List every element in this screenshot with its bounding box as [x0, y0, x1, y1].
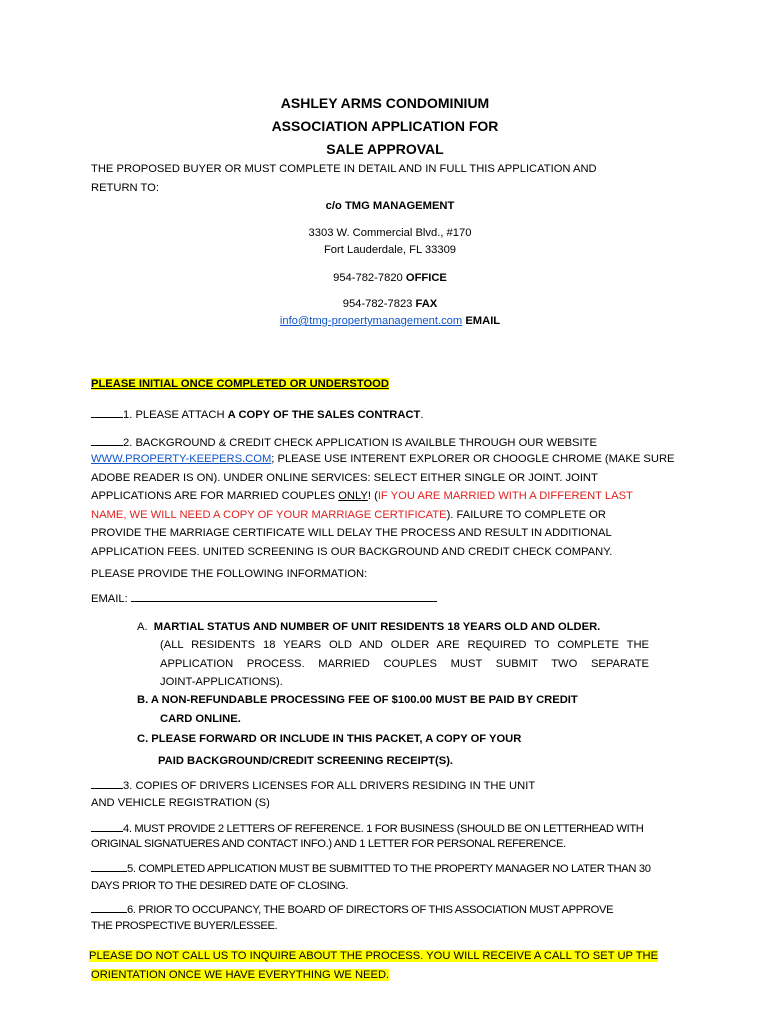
document-title-line-3: SALE APPROVAL [326, 141, 444, 157]
email-field-row [91, 590, 437, 607]
website-link[interactable]: WWW.PROPERTY-KEEPERS.COM [91, 453, 272, 465]
sub-item-a-bold: MARTIAL STATUS AND NUMBER OF UNIT RESIDENTS 18 YEARS OLD AND OLDER. [153, 621, 601, 633]
item-2-only: ONLY [338, 490, 368, 502]
address-line-1: 3303 W. Commercial Blvd., #170 [308, 227, 472, 239]
sub-item-b-line-2: CARD ONLINE. [160, 713, 241, 725]
sub-item-c-line-2: PAID BACKGROUND/CREDIT SCREENING RECEIPT(S). [158, 755, 454, 767]
item-2-line-5 [91, 508, 606, 523]
item-3-line-2: AND VEHICLE REGISTRATION (S) [91, 797, 270, 809]
item-2-line-5-b: ). FAILURE TO COMPLETE OR [446, 509, 606, 521]
item-2-line-4-b: ! ( [367, 490, 378, 502]
item-6-line-1-text: 6. PRIOR TO OCCUPANCY, THE BOARD OF DIRECTORS OF THIS ASSOCIATION MUST APPROVE [127, 904, 614, 916]
item-2-line-2 [91, 452, 675, 467]
sub-item-a-line-3 [160, 657, 649, 672]
intro-line-2: RETURN TO: [91, 182, 159, 194]
item-1-bold: A COPY OF THE SALES CONTRACT [227, 409, 421, 421]
item-6-line-1 [91, 901, 613, 918]
fax-number-line [0, 297, 770, 312]
item-2-line-4-a: APPLICATIONS ARE FOR MARRIED COUPLES [91, 490, 339, 502]
email-field-label: EMAIL: [91, 593, 128, 605]
sub-item-a-line-2 [160, 638, 649, 653]
email-label: EMAIL [465, 315, 501, 327]
sub-item-a-letter: A. [137, 621, 148, 633]
initial-blank-2[interactable] [91, 434, 123, 446]
email-field[interactable] [131, 590, 437, 602]
item-2-line-4 [91, 489, 633, 504]
notice-line-2 [91, 968, 389, 983]
item-2-line-1-text: 2. BACKGROUND & CREDIT CHECK APPLICATION IS AVAILBLE THROUGH OUR WEBSITE [123, 437, 597, 449]
item-3-line-1-text: 3. COPIES OF DRIVERS LICENSES FOR ALL DRIVERS RESIDING IN THE UNIT [123, 780, 536, 792]
instructions-heading-text: PLEASE INITIAL ONCE COMPLETED OR UNDERSTOOD [91, 378, 389, 390]
office-phone-label: OFFICE [405, 272, 447, 284]
initial-blank-4[interactable] [91, 820, 123, 832]
initial-blank-6[interactable] [91, 901, 127, 913]
notice-line-2-text: ORIENTATION ONCE WE HAVE EVERYTHING WE NEED. [91, 969, 390, 981]
instructions-heading [91, 377, 389, 392]
initial-blank-1[interactable] [91, 406, 123, 418]
item-5-line-1 [91, 860, 651, 877]
notice-line-1 [89, 949, 658, 964]
office-phone [0, 271, 770, 286]
notice-line-1-text: PLEASE DO NOT CALL US TO INQUIRE ABOUT THE PROCESS. YOU WILL RECEIVE A CALL TO SET UP THE [89, 950, 659, 962]
item-2-line-3: ADOBE READER IS ON). UNDER ONLINE SERVICES: SELECT EITHER SINGLE OR JOINT. JOINT [91, 472, 598, 484]
office-phone-number: 954-782-7820 [333, 272, 403, 284]
email-link[interactable]: info@tmg-propertymanagement.com [279, 315, 463, 327]
item-2-line-2-text: ; PLEASE USE INTERENT EXPLORER OR CHOOGLE CHROME (MAKE SURE [271, 453, 675, 465]
sub-item-a-line-2-text: (ALL RESIDENTS 18 YEARS OLD AND OLDER ARE REQUIRED TO COMPLETE THE [160, 639, 649, 651]
item-1 [91, 406, 423, 423]
item-4-line-1-text: 4. MUST PROVIDE 2 LETTERS OF REFERENCE. 1 FOR BUSINESS (SHOULD BE ON LETTERHEAD WITH [123, 823, 644, 835]
item-4-line-1 [91, 820, 644, 837]
item-5-line-1-text: 5. COMPLETED APPLICATION MUST BE SUBMITTED TO THE PROPERTY MANAGER NO LATER THAN 30 [127, 863, 651, 875]
item-4-line-2: ORIGINAL SIGNATUERES AND CONTACT INFO.) AND 1 LETTER FOR PERSONAL REFERENCE. [91, 838, 566, 850]
sub-item-b-line-1: B. A NON-REFUNDABLE PROCESSING FEE OF $100.00 MUST BE PAID BY CREDIT [137, 694, 578, 706]
item-1-text: 1. PLEASE ATTACH [123, 409, 228, 421]
sub-item-a-line-4: JOINT-APPLICATIONS). [160, 676, 283, 688]
initial-blank-5[interactable] [91, 860, 127, 872]
management-company: c/o TMG MANAGEMENT [325, 200, 455, 212]
item-2-line-7: APPLICATION FEES. UNITED SCREENING IS OUR BACKGROUND AND CREDIT CHECK COMPANY. [91, 546, 613, 558]
provide-info-line: PLEASE PROVIDE THE FOLLOWING INFORMATION: [91, 568, 368, 580]
document-title-line-2: ASSOCIATION APPLICATION FOR [271, 118, 499, 134]
item-1-end: . [420, 409, 424, 421]
sub-item-c-line-1: C. PLEASE FORWARD OR INCLUDE IN THIS PACKET, A COPY OF YOUR [137, 733, 522, 745]
item-5-line-2: DAYS PRIOR TO THE DESIRED DATE OF CLOSING. [91, 880, 349, 892]
item-2-line-6: PROVIDE THE MARRIAGE CERTIFICATE WILL DELAY THE PROCESS AND RESULT IN ADDITIONAL [91, 527, 612, 539]
initial-blank-3[interactable] [91, 777, 123, 789]
sub-item-a-line-3-text: APPLICATION PROCESS. MARRIED COUPLES MUST SUBMIT TWO SEPARATE [160, 658, 649, 670]
sub-item-a-line-1 [137, 620, 600, 635]
document-title-line-1: ASHLEY ARMS CONDOMINIUM [280, 95, 490, 111]
item-6-line-2: THE PROSPECTIVE BUYER/LESSEE. [91, 920, 278, 932]
item-2-red-warning-1: IF YOU ARE MARRIED WITH A DIFFERENT LAST [377, 490, 633, 502]
item-3-line-1 [91, 777, 535, 794]
fax-number: 954-782-7823 [342, 298, 413, 310]
address-line-2: Fort Lauderdale, FL 33309 [323, 244, 457, 256]
intro-line-1: THE PROPOSED BUYER OR MUST COMPLETE IN DETAIL AND IN FULL THIS APPLICATION AND [91, 163, 597, 175]
fax-label: FAX [415, 298, 438, 310]
item-2-red-warning-2: NAME, WE WILL NEED A COPY OF YOUR MARRIAGE CERTIFICATE [91, 509, 447, 521]
item-2-line-1 [91, 434, 597, 451]
email-contact [0, 314, 770, 329]
